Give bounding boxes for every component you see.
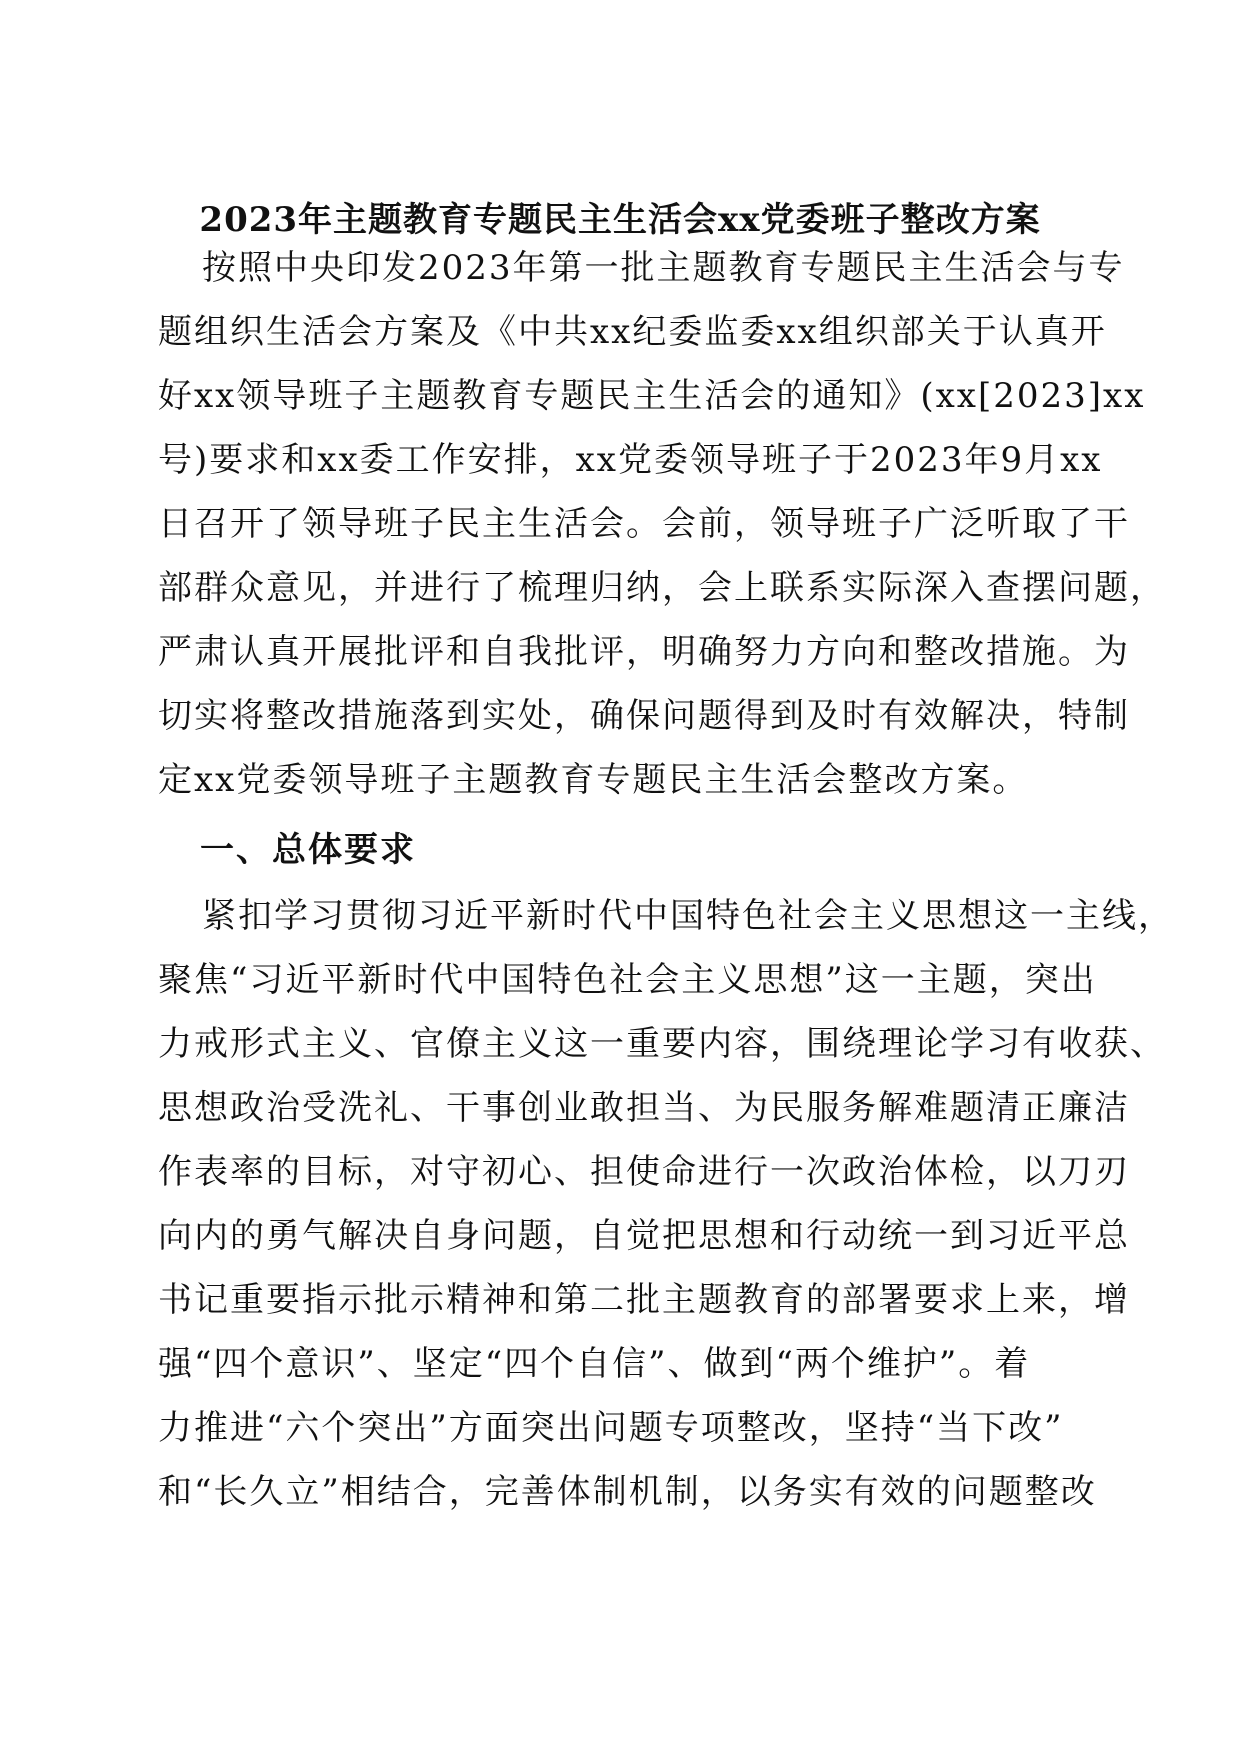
paragraph-line: 力戒形式主义、官僚主义这一重要内容，围绕理论学习有收获、 bbox=[158, 1024, 1166, 1064]
paragraph-line: 题组织生活会方案及《中共xx纪委监委xx组织部关于认真开 bbox=[158, 312, 1107, 352]
paragraph-line: 思想政治受洗礼、干事创业敢担当、为民服务解难题清正廉洁 bbox=[158, 1088, 1130, 1128]
paragraph-line: 号)要求和xx委工作安排，xx党委领导班子于2023年9月xx bbox=[158, 440, 1103, 480]
paragraph-line: 严肃认真开展批评和自我批评，明确努力方向和整改措施。为 bbox=[158, 632, 1130, 672]
section-heading: 一、总体要求 bbox=[200, 830, 416, 870]
requirements-paragraph bbox=[158, 884, 1174, 1524]
paragraph-line: 作表率的目标，对守初心、担使命进行一次政治体检，以刀刃 bbox=[158, 1152, 1130, 1192]
paragraph-line: 和“长久立”相结合，完善体制机制，以务实有效的问题整改 bbox=[158, 1472, 1097, 1512]
paragraph-line: 向内的勇气解决自身问题，自觉把思想和行动统一到习近平总 bbox=[158, 1216, 1130, 1256]
paragraph-line: 按照中央印发2023年第一批主题教育专题民主生活会与专 bbox=[202, 248, 1125, 288]
intro-paragraph bbox=[158, 236, 1166, 812]
paragraph-line: 日召开了领导班子民主生活会。会前，领导班子广泛听取了干 bbox=[158, 504, 1130, 544]
paragraph-line: 强“四个意识”、坚定“四个自信”、做到“两个维护”。着 bbox=[158, 1344, 1031, 1384]
document-title: 2023年主题教育专题民主生活会xx党委班子整改方案 bbox=[199, 200, 1041, 240]
paragraph-line: 聚焦“习近平新时代中国特色社会主义思想”这一主题，突出 bbox=[158, 960, 1097, 1000]
paragraph-line: 力推进“六个突出”方面突出问题专项整改，坚持“当下改” bbox=[158, 1408, 1064, 1448]
paragraph-line: 书记重要指示批示精神和第二批主题教育的部署要求上来，增 bbox=[158, 1280, 1130, 1320]
paragraph-line: 定xx党委领导班子主题教育专题民主生活会整改方案。 bbox=[158, 760, 1029, 800]
paragraph-line: 部群众意见，并进行了梳理归纳，会上联系实际深入查摆问题， bbox=[158, 568, 1166, 608]
paragraph-line: 切实将整改措施落到实处，确保问题得到及时有效解决，特制 bbox=[158, 696, 1130, 736]
paragraph-line: 好xx领导班子主题教育专题民主生活会的通知》(xx[2023]xx bbox=[158, 376, 1146, 416]
paragraph-line: 紧扣学习贯彻习近平新时代中国特色社会主义思想这一主线， bbox=[202, 896, 1174, 936]
